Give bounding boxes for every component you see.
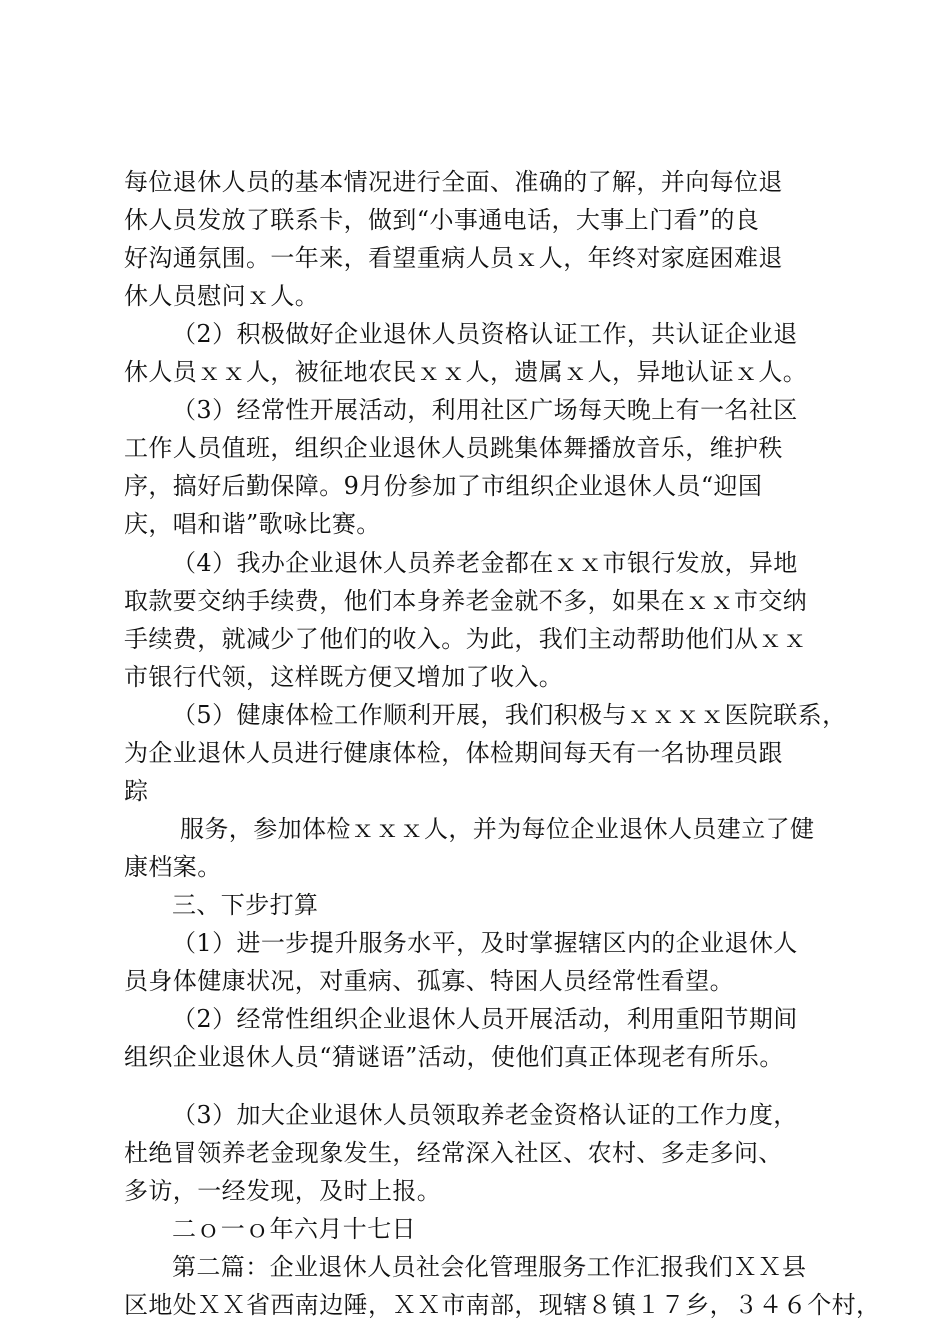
text-line: 区地处ＸＸ省西南边陲，ＸＸ市南部，现辖８镇１７乡，３４６个村，: [124, 1291, 881, 1319]
text-line: 休人员ｘｘ人，被征地农民ｘｘ人，遗属ｘ人，异地认证ｘ人。: [124, 358, 808, 386]
text-line: 取款要交纳手续费，他们本身养老金就不多，如果在ｘｘ市交纳: [124, 587, 808, 615]
paragraph-3-line: （3）经常性开展活动，利用社区广场每天晚上有一名社区: [172, 396, 798, 424]
text-line: 工作人员值班，组织企业退休人员跳集体舞播放音乐，维护秩: [124, 434, 783, 462]
text-line: 休人员慰问ｘ人。: [124, 282, 320, 310]
part-two-heading: 第二篇：企业退休人员社会化管理服务工作汇报我们ＸＸ县: [172, 1253, 807, 1281]
text-line: 市银行代领，这样既方便又增加了收入。: [124, 663, 564, 691]
date-line: 二ｏ一ｏ年六月十七日: [172, 1215, 416, 1243]
text-line: 服务，参加体检ｘｘｘ人，并为每位企业退休人员建立了健: [180, 815, 815, 843]
text-line: 为企业退休人员进行健康体检，体检期间每天有一名协理员跟: [124, 739, 783, 767]
text-line: 序，搞好后勤保障。9月份参加了市组织企业退休人员“迎国: [124, 472, 763, 500]
text-line: 好沟通氛围。一年来，看望重病人员ｘ人，年终对家庭困难退: [124, 244, 783, 272]
plan-item-1-line: （1）进一步提升服务水平，及时掌握辖区内的企业退休人: [172, 929, 798, 957]
plan-item-3-line: （3）加大企业退休人员领取养老金资格认证的工作力度，: [172, 1101, 798, 1129]
text-line: 康档案。: [124, 853, 222, 881]
text-line: 组织企业退休人员“猜谜语”活动，使他们真正体现老有所乐。: [124, 1043, 784, 1071]
text-line: 手续费，就减少了他们的收入。为此，我们主动帮助他们从ｘｘ: [124, 625, 808, 653]
text-line: 杜绝冒领养老金现象发生，经常深入社区、农村、多走多问、: [124, 1139, 783, 1167]
paragraph-2-line: （2）积极做好企业退休人员资格认证工作，共认证企业退: [172, 320, 798, 348]
text-line: 庆，唱和谐”歌咏比赛。: [124, 510, 381, 538]
text-line: 员身体健康状况，对重病、孤寡、特困人员经常性看望。: [124, 967, 734, 995]
paragraph-5-line: （5）健康体检工作顺利开展，我们积极与ｘｘｘｘ医院联系，: [172, 701, 847, 729]
paragraph-4-line: （4）我办企业退休人员养老金都在ｘｘ市银行发放，异地: [172, 549, 798, 577]
text-line: 休人员发放了联系卡，做到“小事通电话，大事上门看”的良: [124, 206, 760, 234]
text-line: 多访，一经发现，及时上报。: [124, 1177, 442, 1205]
plan-item-2-line: （2）经常性组织企业退休人员开展活动，利用重阳节期间: [172, 1005, 798, 1033]
text-line: 每位退休人员的基本情况进行全面、准确的了解，并向每位退: [124, 168, 783, 196]
text-line: 踪: [124, 777, 149, 805]
section-heading: 三、下步打算: [172, 891, 319, 919]
